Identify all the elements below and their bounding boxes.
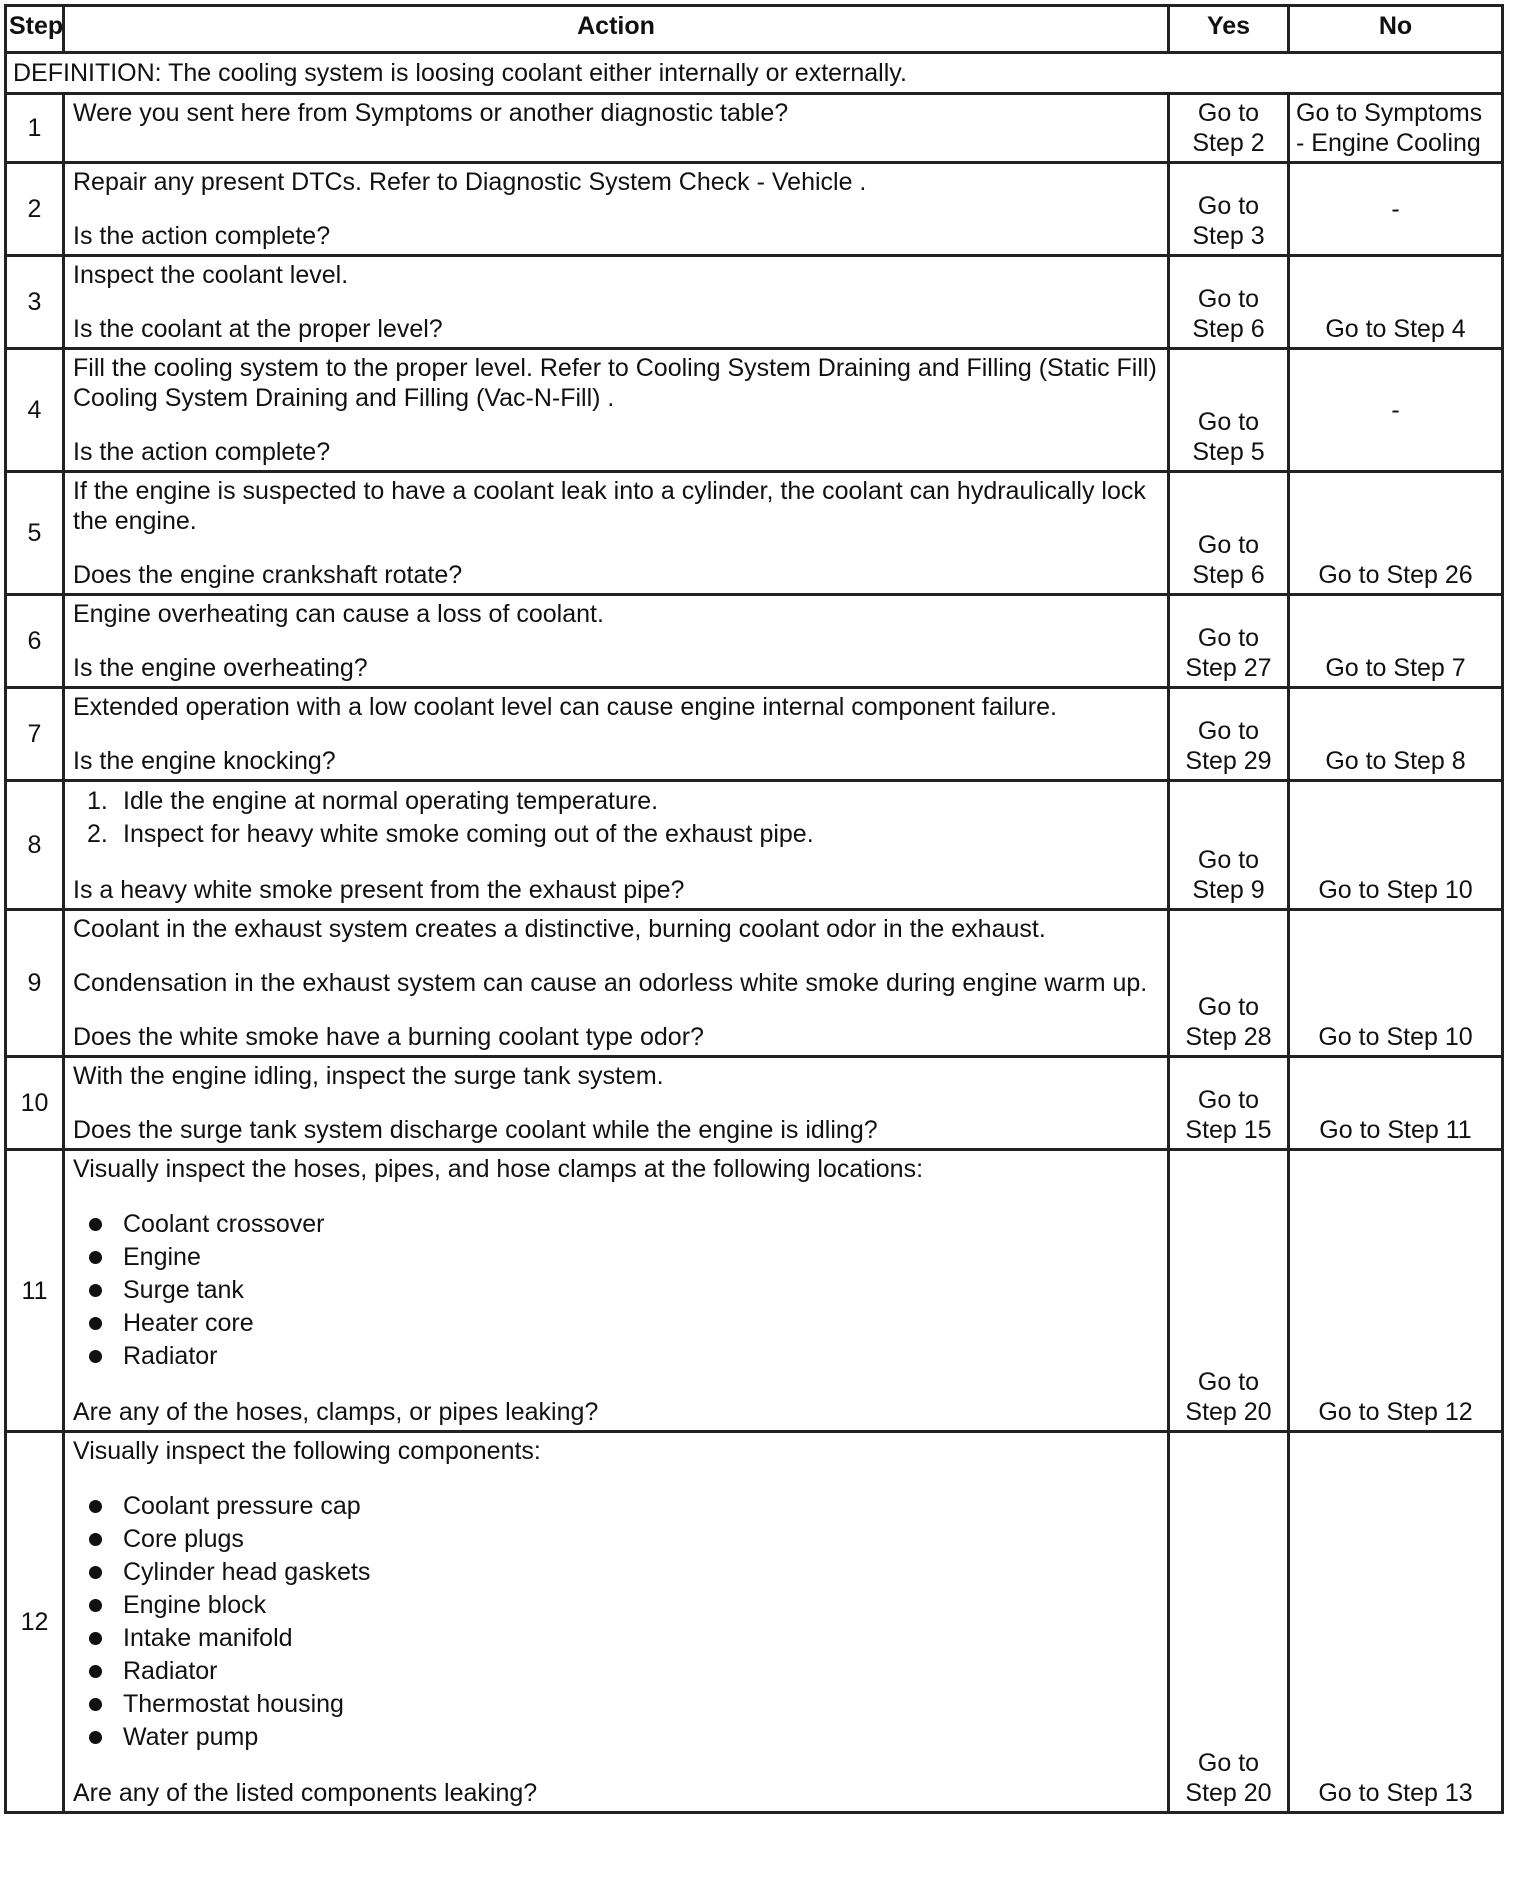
yes-cell [1169, 1150, 1289, 1432]
table-row [6, 1432, 1503, 1813]
yes-cell [1169, 688, 1289, 781]
question-text: Is a heavy white smoke present from the exhaust pipe? [73, 876, 685, 904]
yes-text: Step 27 [1185, 654, 1272, 682]
bullet-item-text: Engine [123, 1243, 201, 1271]
action-text: If the engine is suspected to have a coolant leak into a cylinder, the coolant can hydraulically lock the engine. [73, 477, 1146, 535]
yes-cell [1169, 1057, 1289, 1150]
yes-text: Go to [1197, 1749, 1260, 1777]
bullet-icon [89, 1317, 102, 1330]
header-step: Step [6, 6, 64, 53]
bullet-item-text: Engine block [123, 1591, 267, 1619]
action-cell [64, 595, 1169, 688]
yes-text: Go to [1197, 993, 1260, 1021]
action-cell [64, 94, 1169, 163]
bullet-item-text: Coolant crossover [123, 1210, 325, 1238]
bullet-list [73, 1208, 1159, 1373]
table-row [6, 781, 1503, 910]
definition-text: DEFINITION: The cooling system is loosing coolant either internally or externally. [6, 53, 1503, 94]
question-text: Does the engine crankshaft rotate? [73, 561, 463, 589]
action-text: Visually inspect the following components: [73, 1437, 541, 1465]
step-number: 11 [6, 1150, 64, 1432]
yes-text: Step 28 [1185, 1023, 1272, 1051]
action-text: Inspect the coolant level. [73, 261, 349, 289]
bullet-list-item [89, 1589, 1159, 1622]
action-cell [64, 1432, 1169, 1813]
diagnostic-table [4, 4, 1504, 1814]
step-number: 7 [6, 688, 64, 781]
bullet-icon [89, 1731, 102, 1744]
bullet-icon [89, 1533, 102, 1546]
bullet-list [73, 1490, 1159, 1754]
yes-text: Step 6 [1192, 315, 1265, 343]
yes-text: Step 5 [1192, 438, 1265, 466]
question-text: Is the engine overheating? [73, 654, 368, 682]
action-cell [64, 688, 1169, 781]
yes-cell [1169, 256, 1289, 349]
bullet-icon [89, 1251, 102, 1264]
yes-text: Step 9 [1192, 876, 1265, 904]
action-text: Coolant in the exhaust system creates a distinctive, burning coolant odor in the exhaust. [73, 915, 1046, 943]
numbered-list-item: 2. Inspect for heavy white smoke coming out of the exhaust pipe. [87, 820, 814, 848]
step-number: 9 [6, 910, 64, 1057]
action-cell [64, 781, 1169, 910]
action-cell [64, 910, 1169, 1057]
table-row [6, 1150, 1503, 1432]
question-text: Is the action complete? [73, 438, 331, 466]
bullet-list-item [89, 1721, 1159, 1754]
no-cell: - [1289, 163, 1503, 256]
question-text: Are any of the listed components leaking? [73, 1779, 538, 1807]
yes-text: Step 20 [1185, 1398, 1272, 1426]
bullet-icon [89, 1665, 102, 1678]
yes-cell [1169, 1432, 1289, 1813]
yes-text: Go to [1197, 624, 1260, 652]
no-cell: Go to Step 10 [1289, 910, 1503, 1057]
action-cell [64, 1150, 1169, 1432]
question-text: Is the action complete? [73, 222, 331, 250]
header-yes: Yes [1169, 6, 1289, 53]
yes-text: Go to [1197, 531, 1260, 559]
question-text: Is the engine knocking? [73, 747, 336, 775]
step-number: 2 [6, 163, 64, 256]
bullet-list-item [89, 1655, 1159, 1688]
action-text: Engine overheating can cause a loss of coolant. [73, 600, 604, 628]
no-cell: Go to Step 13 [1289, 1432, 1503, 1813]
bullet-list-item [89, 1523, 1159, 1556]
table-row [6, 349, 1503, 472]
no-cell: Go to Step 12 [1289, 1150, 1503, 1432]
question-text: Are any of the hoses, clamps, or pipes leaking? [73, 1398, 599, 1426]
table-row [6, 472, 1503, 595]
bullet-item-text: Thermostat housing [123, 1690, 344, 1718]
bullet-item-text: Heater core [123, 1309, 254, 1337]
bullet-list-item [89, 1274, 1159, 1307]
yes-cell [1169, 910, 1289, 1057]
no-cell: Go to Step 11 [1289, 1057, 1503, 1150]
action-cell [64, 349, 1169, 472]
yes-cell [1169, 349, 1289, 472]
bullet-list-item [89, 1556, 1159, 1589]
step-number: 10 [6, 1057, 64, 1150]
yes-cell [1169, 472, 1289, 595]
table-row [6, 256, 1503, 349]
bullet-icon [89, 1284, 102, 1297]
bullet-list-item [89, 1241, 1159, 1274]
table-row [6, 94, 1503, 163]
yes-text: Go to [1197, 192, 1260, 220]
bullet-icon [89, 1218, 102, 1231]
table-row [6, 595, 1503, 688]
table-row [6, 1057, 1503, 1150]
bullet-item-text: Cylinder head gaskets [123, 1558, 371, 1586]
step-number: 1 [6, 94, 64, 163]
step-number: 6 [6, 595, 64, 688]
numbered-list-item: 1. Idle the engine at normal operating temperature. [87, 787, 659, 815]
no-cell: Go to Step 8 [1289, 688, 1503, 781]
step-number: 3 [6, 256, 64, 349]
yes-text: Go to [1197, 717, 1260, 745]
yes-text: Step 20 [1185, 1779, 1272, 1807]
bullet-list-item [89, 1688, 1159, 1721]
action-text: With the engine idling, inspect the surge tank system. [73, 1062, 664, 1090]
action-cell [64, 256, 1169, 349]
action-cell [64, 1057, 1169, 1150]
bullet-list-item [89, 1340, 1159, 1373]
bullet-list-item [89, 1307, 1159, 1340]
question-text: Is the coolant at the proper level? [73, 315, 443, 343]
diagnostic-table-container [4, 4, 1504, 1814]
step-number: 8 [6, 781, 64, 910]
yes-text: Go to [1197, 285, 1260, 313]
no-cell: Go to Symptoms - Engine Cooling [1289, 94, 1503, 163]
table-row [6, 910, 1503, 1057]
bullet-item-text: Coolant pressure cap [123, 1492, 361, 1520]
action-text: Repair any present DTCs. Refer to Diagnostic System Check - Vehicle . [73, 168, 867, 196]
no-cell: - [1289, 349, 1503, 472]
bullet-item-text: Core plugs [123, 1525, 244, 1553]
numbered-list [73, 785, 1159, 851]
no-cell: Go to Step 26 [1289, 472, 1503, 595]
yes-text: Step 15 [1185, 1116, 1272, 1144]
yes-text: Go to [1197, 1086, 1260, 1114]
action-cell [64, 163, 1169, 256]
action-text: Fill the cooling system to the proper level. Refer to Cooling System Draining and Filling (Static Fill) Cooling System Draining and Filling (Vac-N-Fill) . [73, 354, 1157, 412]
question-text: Does the surge tank system discharge coolant while the engine is idling? [73, 1116, 878, 1144]
numbered-item-text: Inspect for heavy white smoke coming out of the exhaust pipe. [123, 820, 814, 848]
step-number: 12 [6, 1432, 64, 1813]
yes-text: Go to [1197, 99, 1260, 127]
action-text: Were you sent here from Symptoms or another diagnostic table? [73, 99, 789, 127]
bullet-item-text: Radiator [123, 1657, 218, 1685]
no-cell: Go to Step 4 [1289, 256, 1503, 349]
yes-text: Step 3 [1192, 222, 1265, 250]
yes-cell [1169, 94, 1289, 163]
step-number: 5 [6, 472, 64, 595]
bullet-list-item [89, 1622, 1159, 1655]
no-cell: Go to Step 7 [1289, 595, 1503, 688]
question-text: Does the white smoke have a burning coolant type odor? [73, 1023, 704, 1051]
no-cell: Go to Step 10 [1289, 781, 1503, 910]
yes-text: Go to [1197, 408, 1260, 436]
bullet-icon [89, 1350, 102, 1363]
yes-text: Step 6 [1192, 561, 1265, 589]
bullet-icon [89, 1698, 102, 1711]
yes-cell [1169, 163, 1289, 256]
table-row [6, 688, 1503, 781]
bullet-item-text: Water pump [123, 1723, 259, 1751]
action-text: Extended operation with a low coolant level can cause engine internal component failure. [73, 693, 1057, 721]
yes-text: Go to [1197, 1368, 1260, 1396]
bullet-list-item [89, 1490, 1159, 1523]
numbered-item-text: Idle the engine at normal operating temperature. [123, 787, 659, 815]
bullet-item-text: Radiator [123, 1342, 218, 1370]
bullet-list-item [89, 1208, 1159, 1241]
yes-text: Step 29 [1185, 747, 1272, 775]
definition-row [6, 53, 1503, 94]
yes-cell [1169, 781, 1289, 910]
bullet-item-text: Surge tank [123, 1276, 244, 1304]
action-text: Condensation in the exhaust system can cause an odorless white smoke during engine warm up. [73, 969, 1148, 997]
table-row [6, 163, 1503, 256]
action-cell [64, 472, 1169, 595]
header-row [6, 6, 1503, 53]
yes-text: Go to [1197, 846, 1260, 874]
yes-cell [1169, 595, 1289, 688]
bullet-icon [89, 1566, 102, 1579]
bullet-icon [89, 1500, 102, 1513]
step-number: 4 [6, 349, 64, 472]
action-text: Visually inspect the hoses, pipes, and hose clamps at the following locations: [73, 1155, 924, 1183]
bullet-icon [89, 1632, 102, 1645]
header-no: No [1289, 6, 1503, 53]
bullet-icon [89, 1599, 102, 1612]
yes-text: Step 2 [1192, 129, 1265, 157]
bullet-item-text: Intake manifold [123, 1624, 293, 1652]
header-action: Action [64, 6, 1169, 53]
